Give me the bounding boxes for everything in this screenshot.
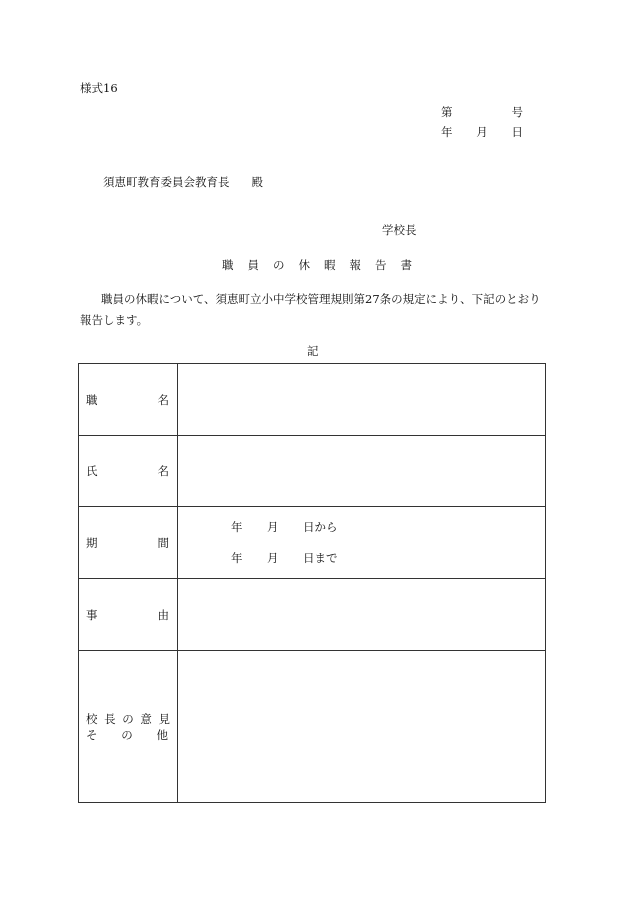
document-date [441,124,523,140]
title-char: 報 [349,258,361,272]
sender-title: 学校長 [382,223,417,237]
label-char: 校 [86,711,98,726]
document-number [441,104,523,120]
label-char: 間 [157,535,169,550]
reason-label-cell [79,579,178,651]
position-label-cell [79,364,178,436]
label-char: 事 [86,607,98,622]
label-char: 見 [158,711,170,726]
title-char: 職 [222,258,234,272]
label-char: 意 [140,711,152,726]
period-value-cell[interactable] [178,507,546,579]
title-char: の [273,258,285,272]
table-row [79,579,546,651]
addressee-name: 須恵町教育委員会教育長 [103,175,230,189]
period-label-cell [79,507,178,579]
reason-value-cell[interactable] [178,579,546,651]
period-to-month: 月 [267,550,279,565]
addressee [103,174,263,190]
document-number-suffix: 号 [511,105,523,119]
label-char: 職 [86,392,98,407]
title-char: 告 [375,258,387,272]
title-char: 暇 [324,258,336,272]
period-to-year: 年 [231,550,243,565]
label-char: 名 [157,392,169,407]
opinion-label-cell [79,651,178,803]
title-char: 書 [400,258,412,272]
period-from-month: 月 [267,519,279,534]
name-label-cell [79,436,178,507]
title-char: 休 [298,258,310,272]
opinion-value-cell[interactable] [178,651,546,803]
label-char: 長 [104,711,116,726]
period-to [231,551,545,566]
ki-heading: 記 [307,344,319,358]
body-text: 職員の休暇について、須恵町立小中学校管理規則第27条の規定により、下記のとおり報告します。 [80,292,541,327]
document-title [222,257,412,273]
document-number-prefix: 第 [441,105,453,119]
form-number: 様式16 [80,81,118,95]
opinion-label-line1 [86,711,170,727]
name-value-cell[interactable] [178,436,546,507]
label-char: 他 [156,727,168,742]
date-month: 月 [476,125,488,139]
title-char: 員 [247,258,259,272]
table-row [79,436,546,507]
leave-report-table [78,363,546,803]
date-year: 年 [441,125,453,139]
date-day: 日 [511,125,523,139]
label-char: 由 [157,607,169,622]
opinion-label-line2 [86,727,170,743]
position-value-cell[interactable] [178,364,546,436]
label-char: そ [86,727,98,742]
label-char: 氏 [86,464,98,478]
table-row [79,651,546,803]
label-char: の [122,711,134,726]
period-to-day: 日まで [303,550,338,565]
table-row [79,507,546,579]
label-char: の [121,727,133,742]
addressee-honorific: 殿 [251,175,263,189]
table-row [79,364,546,436]
label-char: 期 [86,535,98,550]
period-from-day: 日から [303,519,338,534]
period-from [231,520,545,535]
period-from-year: 年 [231,519,243,534]
label-char: 名 [157,464,169,478]
